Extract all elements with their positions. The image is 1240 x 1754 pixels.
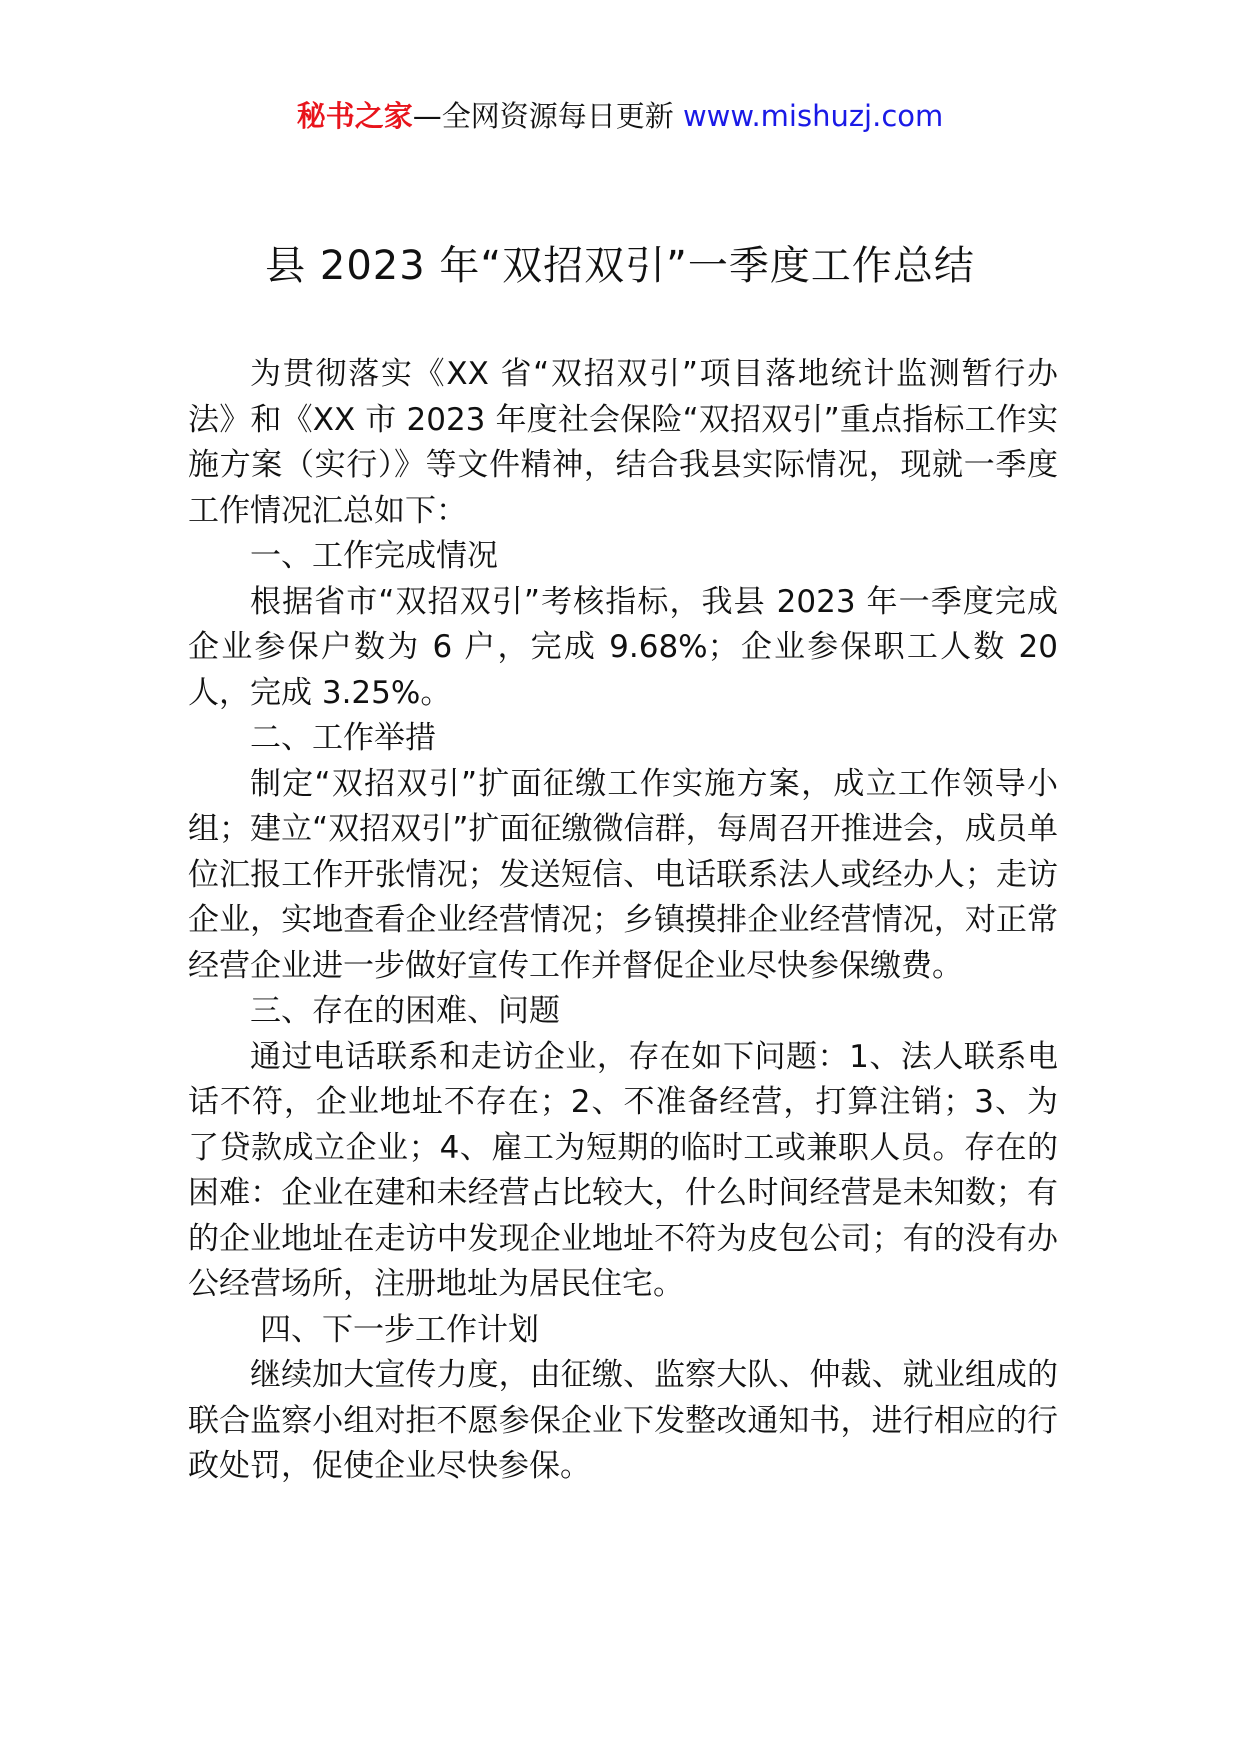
- site-slogan: —全网资源每日更新: [412, 99, 683, 133]
- next-steps-paragraph: 继续加大宣传力度，由征缴、监察大队、仲裁、就业组成的联合监察小组对拒不愿参保企业下发整改通知书，进行相应的行政处罚，促使企业尽快参保。: [188, 1357, 1058, 1484]
- section-heading-completion: 一、工作完成情况: [250, 538, 498, 574]
- section-heading-problems: 三、存在的困难、问题: [250, 993, 560, 1029]
- site-brand: 秘书之家: [296, 99, 413, 133]
- section-heading-next-steps: 四、下一步工作计划: [260, 1311, 539, 1348]
- measures-paragraph: 制定“双招双引”扩面征缴工作实施方案，成立工作领导小组；建立“双招双引”扩面征缴微信群，每周召开推进会，成员单位汇报工作开张情况；发送短信、电话联系法人或经办人；走访企业，实地查看企业经营情况；乡镇摸排企业经营情况，对正常经营企业进一步做好宣传工作并督促企业尽快参保缴费。: [188, 765, 1058, 984]
- problems-paragraph: 通过电话联系和走访企业，存在如下问题：1、法人联系电话不符，企业地址不存在；2、不准备经营，打算注销；3、为了贷款成立企业；4、雇工为短期的临时工或兼职人员。存在的困难：企业在建和未经营占比较大，什么时间经营是未知数；有的企业地址在走访中发现企业地址不符为皮包公司；有的没有办公经营场所，注册地址为居民住宅。: [188, 1038, 1058, 1302]
- completion-paragraph: 根据省市“双招双引”考核指标，我县 2023 年一季度完成企业参保户数为 6 户，完成 9.68%；企业参保职工人数 20 人，完成 3.25%。: [188, 583, 1058, 711]
- site-banner: [0, 96, 1240, 136]
- intro-paragraph: 为贯彻落实《XX 省“双招双引”项目落地统计监测暂行办法》和《XX 市 2023 年度社会保险“双招双引”重点指标工作实施方案（实行）》等文件精神，结合我县实际情况，现就一季度工作情况汇总如下：: [188, 356, 1058, 529]
- document-title: 县 2023 年“双招双引”一季度工作总结: [265, 243, 975, 289]
- document-body: [188, 352, 1058, 1490]
- site-url-link[interactable]: www.mishuzj.com: [682, 99, 944, 133]
- section-heading-measures: 二、工作举措: [250, 720, 436, 756]
